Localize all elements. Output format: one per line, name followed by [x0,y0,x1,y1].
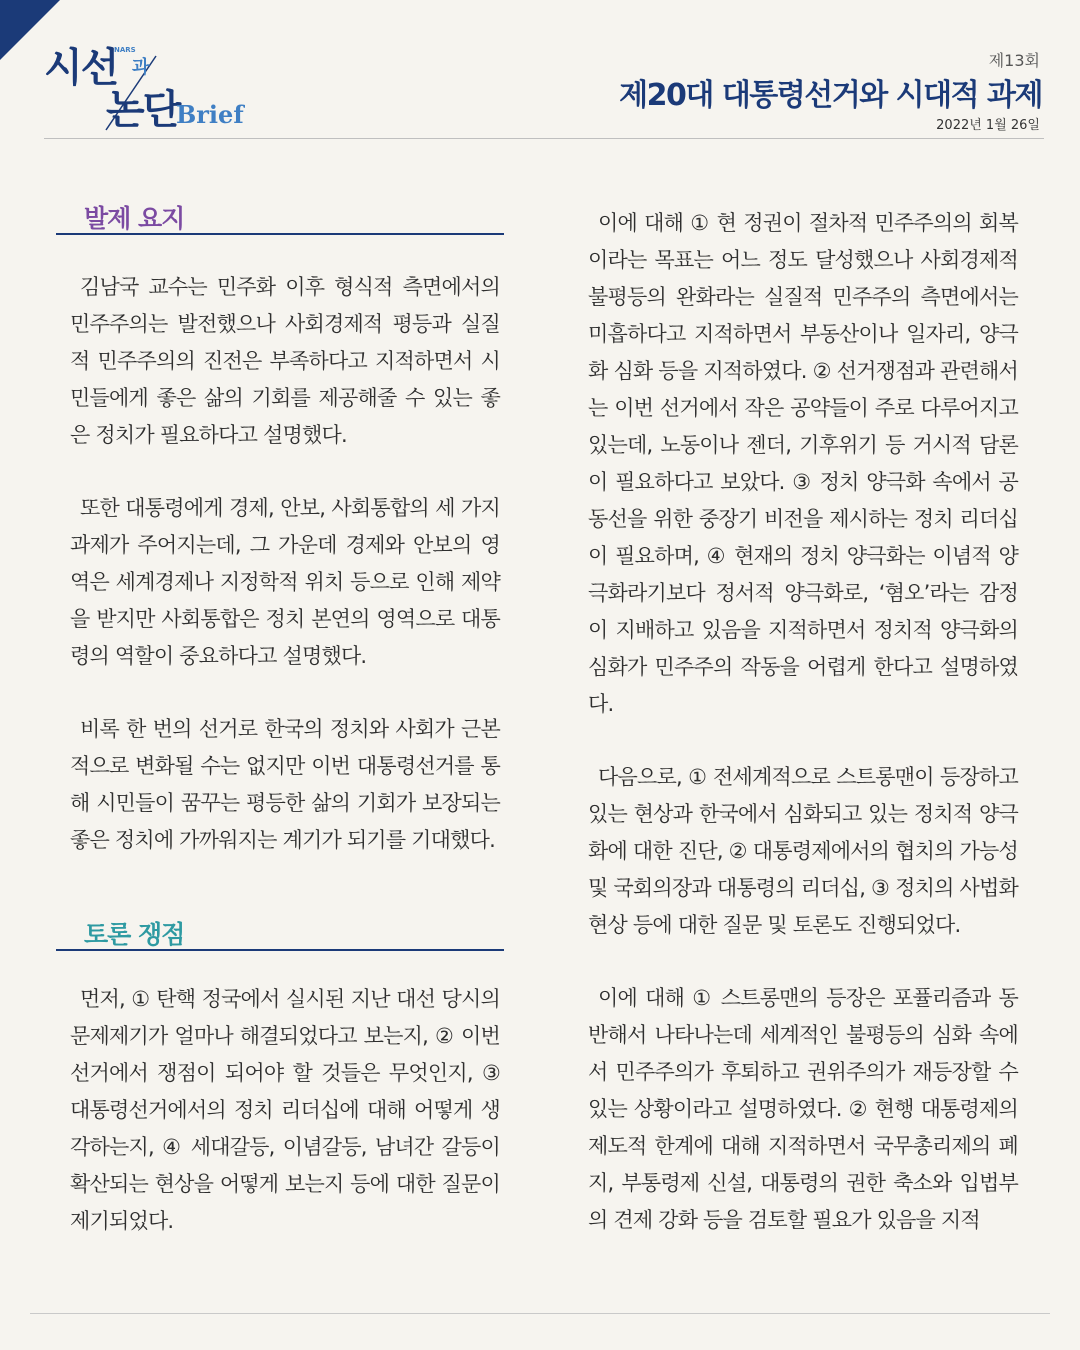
summary-paragraph: 김남국 교수는 민주화 이후 형식적 측면에서의 민주주의는 발전했으나 사회경제적 평등과 실질적 민주주의의 진전은 부족하다고 지적하면서 시민들에게 좋은 삶의 기회를 제공해줄 수 있는 좋은 정치가 필요하다고 설명했다. [70,275,500,447]
summary-paragraph: 또한 대통령에게 경제, 안보, 사회통합의 세 가지 과제가 주어지는데, 그 가운데 경제와 안보의 영역은 세계경제나 지정학적 위치 등으로 인해 제약을 받지만 사회통합은 정치 본연의 영역으로 대통령의 역할이 중요하다고 설명했다. [70,496,500,668]
section-heading-discussion [70,911,500,951]
logo-nars: NARS [114,46,136,54]
response-paragraph: 이에 대해 ① 스트롱맨의 등장은 포퓰리즘과 동반해서 나타나는데 세계적인 불평등의 심화 속에서 민주주의가 후퇴하고 권위주의가 재등장할 수 있는 상황이라고 설명하였다. ② 현행 대통령제의 제도적 한계에 대해 지적하면서 국무총리제의 폐지, 부통령제 신설, 대통령의 권한 축소와 입법부의 견제 강화 등을 검토할 필요가 있음을 지적 [588,986,1018,1232]
discussion-paragraph: 먼저, ① 탄핵 정국에서 실시된 지난 대선 당시의 문제제기가 얼마나 해결되었다고 보는지, ② 이번 선거에서 쟁점이 되어야 할 것들은 무엇인지, ③ 대통령선거에서의 정치 리더십에 대해 어떻게 생각하는지, ④ 세대갈등, 이념갈등, 남녀간 갈등이 확산되는 현상을 어떻게 보는지 등에 대한 질문이 제기되었다. [70,987,500,1233]
response-paragraph: 이에 대해 ① 현 정권이 절차적 민주주의의 회복이라는 목표는 어느 정도 달성했으나 사회경제적 불평등의 완화라는 실질적 민주주의 측면에서는 미흡하다고 지적하면서 부동산이나 일자리, 양극화 심화 등을 지적하였다. ② 선거쟁점과 관련해서는 이번 선거에서 작은 공약들이 주로 다루어지고 있는데, 노동이나 젠더, 기후위기 등 거시적 담론이 필요하다고 보았다. ③ 정치 양극화 속에서 공동선을 위한 중장기 비전을 제시하는 정치 리더십이 필요하며, ④ 현재의 정치 양극화는 이념적 양극화라기보다 정서적 양극화로, ‘혐오’라는 감정이 지배하고 있음을 지적하면서 정치적 양극화의 심화가 민주주의 작동을 어렵게 한다고 설명하였다. [588,211,1018,716]
page-title: 제20대 대통령선거와 시대적 과제 [619,78,1042,113]
followup-paragraph: 다음으로, ① 전세계적으로 스트롱맨이 등장하고 있는 현상과 한국에서 심화되고 있는 정치적 양극화에 대한 진단, ② 대통령제에서의 협치의 가능성 및 국회의장과 대통령의 리더십, ③ 정치의 사법화 현상 등에 대한 질문 및 토론도 진행되었다. [588,765,1018,937]
right-column [588,205,1018,1239]
section-heading-summary [70,195,500,235]
logo-text-line2: 논단 [106,87,180,133]
footer-divider [30,1313,1050,1314]
logo-text-line1: 시선 [44,45,118,91]
logo-text-gwa: 과 [132,57,150,78]
logo-text-brief: Brief [176,100,244,129]
publish-date: 2022년 1월 26일 [936,118,1040,133]
section-underline [56,233,504,235]
left-column [70,195,500,1240]
header-divider [44,138,1044,139]
section-title-discussion: 토론 쟁점 [84,920,185,949]
issue-number: 제13회 [988,51,1040,70]
summary-paragraph: 비록 한 번의 선거로 한국의 정치와 사회가 근본적으로 변화될 수는 없지만 이번 대통령선거를 통해 시민들이 꿈꾸는 평등한 삶의 기회가 보장되는 좋은 정치에 가까워지는 계기가 되기를 기대했다. [70,717,500,852]
section-title-summary: 발제 요지 [84,204,185,233]
section-underline [56,949,504,951]
brand-logo [44,44,254,134]
